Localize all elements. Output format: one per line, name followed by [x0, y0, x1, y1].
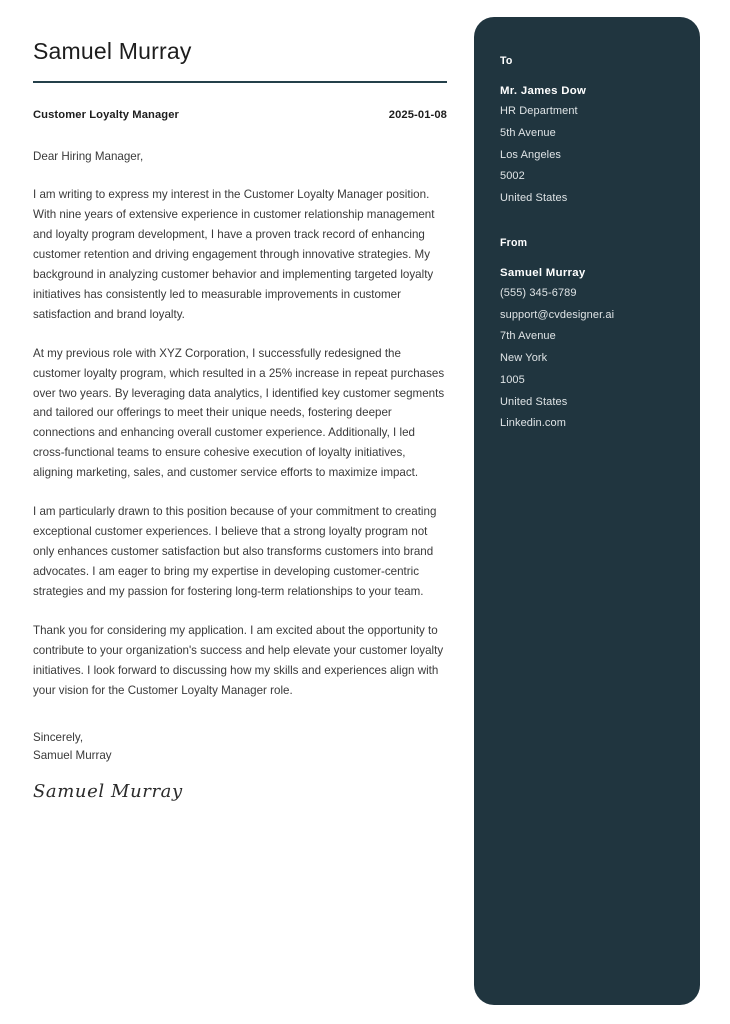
closing-word: Sincerely,	[33, 730, 84, 744]
job-title: Customer Loyalty Manager	[33, 109, 180, 122]
body-paragraph: I am particularly drawn to this position because of your commitment to creating exceptional customer experiences. I believe that a strong loyalty program not only enhances customer satisfaction but also transforms customers into brand advocates. I am eager to bring my expertise in developing customer-centric strategies and my passion for fostering long-term relationships to your team.	[33, 505, 437, 598]
sidebar-spacer	[500, 206, 700, 237]
body-paragraph: Thank you for considering my application. I am excited about the opportunity to contribute to your organization's success and help elevate your customer loyalty initiatives. I look forward to discussing how my skills and experiences align with your vision for the Customer Loyalty Manager role.	[33, 623, 444, 697]
body-paragraph: At my previous role with XYZ Corporation, I successfully redesigned the customer loyalty program, which resulted in a 25% increase in repeat purchases over two years. By leveraging data analytics, I identified key customer segments and tailored our offerings to meet their unique needs, fostering deeper connections and enhancing overall customer experience. Additionally, I led cross-functional teams to ensure cohesive execution of loyalty initiatives, aligning marketing, sales, and customer service efforts to maximize impact.	[33, 346, 445, 480]
title-date-row	[33, 109, 447, 121]
recipient-heading: To	[500, 55, 513, 67]
recipient-line: 5th Avenue	[500, 126, 556, 139]
recipient-line: 5002	[500, 170, 525, 183]
sender-line: 7th Avenue	[500, 330, 556, 343]
letter-body-column	[33, 0, 447, 802]
recipient-line: United States	[500, 192, 568, 204]
sender-line: New York	[500, 352, 548, 364]
sender-name: Samuel Murray	[500, 266, 586, 279]
sender-line: United States	[500, 395, 568, 408]
closing-block	[33, 729, 447, 767]
sender-linkedin[interactable]: Linkedin.com	[500, 417, 567, 430]
body-paragraph: I am writing to express my interest in the Customer Loyalty Manager position. With nine years of extensive experience in customer relationship management and loyalty program development, I have a proven track record of enhancing customer retention and driving engagement through innovative strategies. My background in analyzing customer behavior and implementing targeted loyalty initiatives has consistently led to measurable improvements in customer satisfaction and brand loyalty.	[33, 188, 435, 321]
sender-heading: From	[500, 236, 528, 249]
contact-sidebar	[474, 17, 700, 1005]
signature-mark: Samuel Murray	[33, 781, 183, 803]
sender-email[interactable]: support@cvdesigner.ai	[500, 308, 615, 321]
sender-block	[500, 237, 700, 431]
sender-line: 1005	[500, 373, 525, 386]
recipient-block	[500, 55, 700, 206]
salutation: Dear Hiring Manager,	[33, 150, 144, 164]
page-title: Samuel Murray	[33, 38, 192, 64]
recipient-line: HR Department	[500, 105, 578, 117]
header-divider	[33, 81, 447, 84]
recipient-name: Mr. James Dow	[500, 85, 587, 97]
closing-name: Samuel Murray	[33, 749, 112, 763]
letter-date: 2025-01-08	[388, 109, 447, 122]
sender-phone[interactable]: (555) 345-6789	[500, 286, 577, 299]
recipient-line: Los Angeles	[500, 148, 562, 161]
